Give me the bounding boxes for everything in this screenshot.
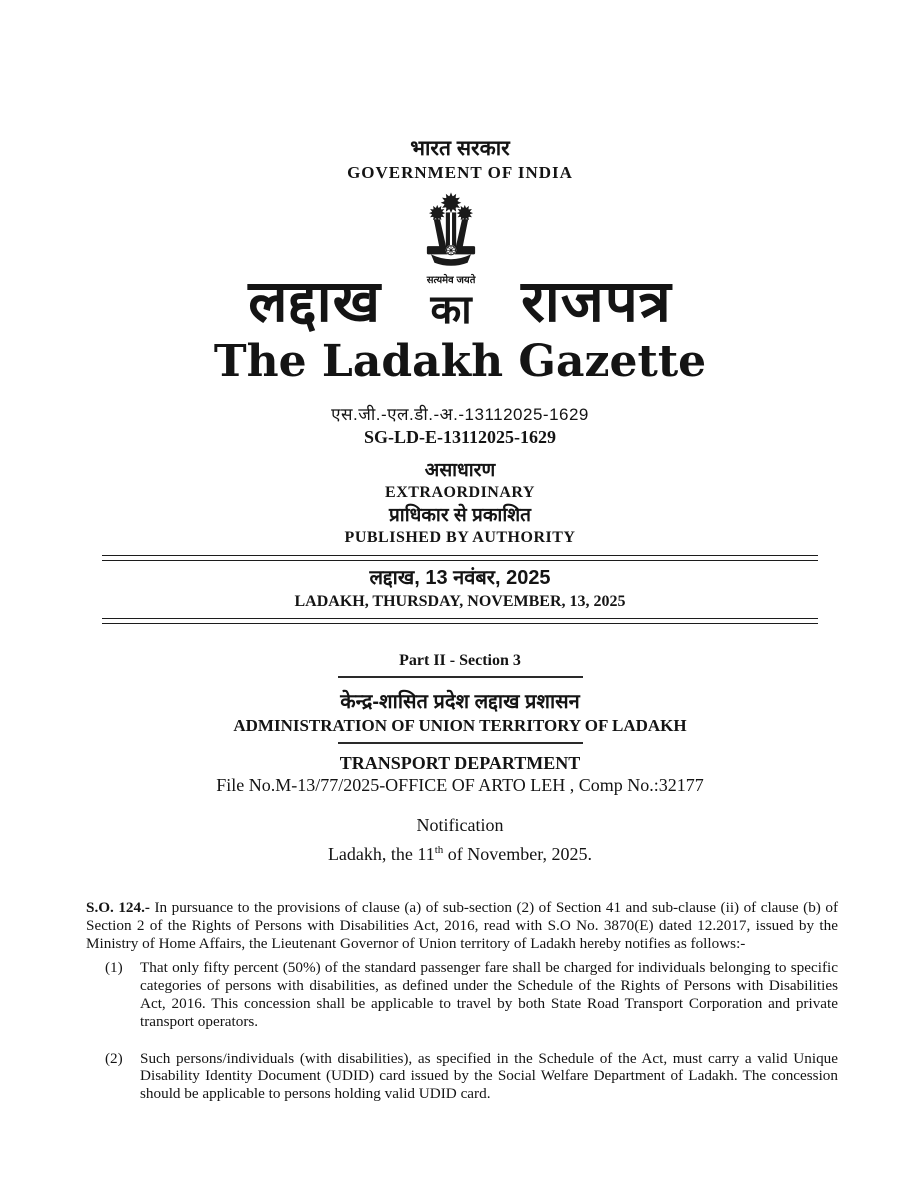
gazette-title-english: The Ladakh Gazette — [213, 336, 707, 387]
notification-label: Notification — [416, 815, 504, 835]
so-text: In pursuance to the provisions of clause (a) of sub-section (2) of Section 41 and sub-clause (ii) of clause (b) of Section 2 of the Rights of Persons with Disabilities Act, 2016, read with S.O No. 3870(E) dated 12.2017, issued by the Ministry of Home Affairs, the Lieutenant Governor of Union territory of Ladakh hereby notifies as follows:- — [86, 899, 838, 952]
item-text: Such persons/individuals (with disabilities), as specified in the Schedule of the Act, must carry a valid Unique Disability Identity Document (UDID) card issued by the Social Welfare Department of Ladakh. The concession should be applicable to persons holding valid UDID card. — [140, 1049, 838, 1103]
gazette-code-hindi: एस.जी.-एल.डी.-अ.-13112025-1629 — [331, 405, 589, 424]
notification-item — [86, 1050, 838, 1103]
notification-item — [86, 959, 838, 1030]
national-emblem-icon — [420, 188, 482, 274]
extraordinary-label-hindi: असाधारण — [424, 460, 496, 481]
govt-title-hindi: भारत सरकार — [410, 137, 510, 160]
extraordinary-label-english: EXTRAORDINARY — [385, 484, 535, 501]
place-date-prefix: Ladakh, the 11 — [327, 844, 435, 864]
dateline-hindi: लद्दाख, 13 नवंबर, 2025 — [369, 567, 551, 589]
gazette-code-english: SG-LD-E-13112025-1629 — [363, 427, 556, 447]
so-paragraph — [86, 899, 838, 952]
separator-rule — [338, 742, 583, 744]
emblem-column — [403, 188, 499, 333]
item-number: (1) — [105, 959, 123, 977]
gazette-title-connector: का — [430, 288, 472, 332]
place-date-suffix: of November, 2025. — [443, 844, 593, 864]
emblem-motto: सत्यमेव जयते — [426, 275, 476, 286]
gazette-title-hindi-left: लद्दाख — [248, 269, 382, 334]
notification-body — [0, 899, 920, 1103]
dateline-english: LADAKH, THURSDAY, NOVEMBER, 13, 2025 — [294, 593, 626, 610]
admin-title-hindi: केन्द्र-शासित प्रदेश लद्दाख प्रशासन — [340, 691, 580, 713]
item-number: (2) — [105, 1049, 123, 1067]
published-authority-english: PUBLISHED BY AUTHORITY — [344, 529, 576, 546]
place-date-ordinal: th — [434, 844, 444, 856]
part-section-label: Part II - Section 3 — [399, 652, 521, 669]
file-number-line: File No.M-13/77/2025-OFFICE OF ARTO LEH , Comp No.:32177 — [216, 775, 704, 795]
separator-rule — [338, 676, 583, 678]
dateline-band — [102, 555, 818, 624]
gazette-title-hindi-right: राजपत्र — [521, 269, 672, 334]
item-text: That only fifty percent (50%) of the standard passenger fare shall be charged for individuals belonging to specific categories of persons with disabilities, as defined under the Schedule of the Rights of Persons with Disabilities Act, 2016. This concession shall be applicable to travel by both State Road Transport Corporation and private transport operators. — [140, 959, 838, 1030]
so-number: S.O. 124.- — [86, 899, 150, 916]
department-title: TRANSPORT DEPARTMENT — [339, 753, 581, 773]
notification-place-date — [0, 838, 920, 866]
admin-title-english: ADMINISTRATION OF UNION TERRITORY OF LADAKH — [233, 716, 687, 735]
gazette-masthead — [0, 185, 920, 333]
govt-title-english: GOVERNMENT OF INDIA — [347, 163, 573, 182]
published-authority-hindi: प्राधिकार से प्रकाशित — [388, 505, 532, 526]
double-rule-bottom — [102, 618, 818, 624]
